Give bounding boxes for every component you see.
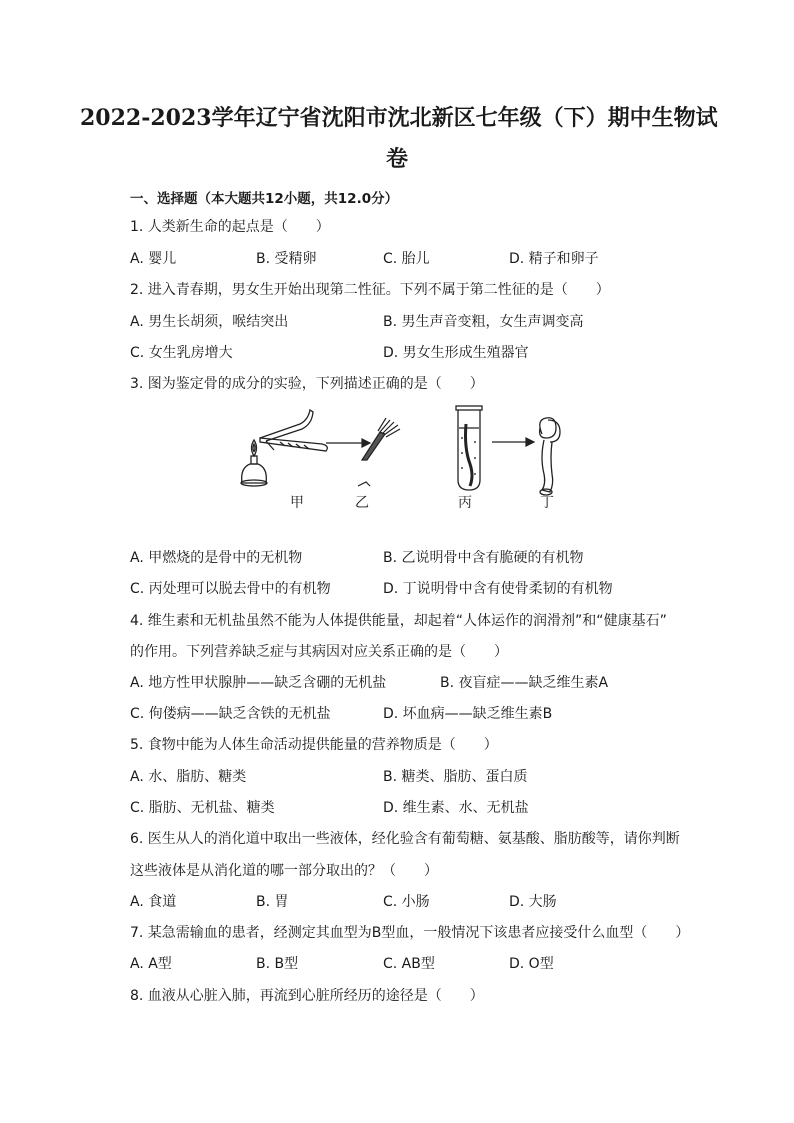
question-8-stem: 8. 血液从心脏入肺，再流到心脏所经历的途径是（ ） — [130, 988, 484, 1004]
q4-option-d: D. 坏血病——缺乏维生素B — [383, 706, 553, 722]
question-3-stem: 3. 图为鉴定骨的成分的实验，下列描述正确的是（ ） — [130, 376, 484, 392]
q2-option-c: C. 女生乳房增大 — [130, 345, 233, 361]
q6-option-b: B. 胃 — [256, 894, 289, 910]
question-5-stem: 5. 食物中能为人体生命活动提供能量的营养物质是（ ） — [130, 737, 498, 753]
q5-option-d: D. 维生素、水、无机盐 — [383, 800, 529, 816]
q1-option-c: C. 胎儿 — [383, 251, 430, 267]
burned-bone — [358, 418, 400, 486]
bone-experiment-figure — [230, 398, 590, 516]
arrow-1 — [326, 439, 370, 447]
q3-option-b: B. 乙说明骨中含有脆硬的有机物 — [383, 550, 584, 566]
q6-option-a: A. 食道 — [130, 894, 177, 910]
q6-option-d: D. 大肠 — [509, 894, 557, 910]
q7-option-a: A. A型 — [130, 956, 172, 972]
q5-option-a: A. 水、脂肪、糖类 — [130, 769, 247, 785]
q4-option-a: A. 地方性甲状腺肿——缺乏含硼的无机盐 — [130, 675, 387, 691]
q3-option-c: C. 丙处理可以脱去骨中的有机物 — [130, 581, 331, 597]
q7-option-b: B. B型 — [256, 956, 299, 972]
question-1-stem: 1. 人类新生命的起点是（ ） — [130, 219, 330, 235]
title-line-2: 卷 — [385, 146, 408, 172]
q6-option-c: C. 小肠 — [383, 894, 430, 910]
question-2-stem: 2. 进入青春期，男女生开始出现第二性征。下列不属于第二性征的是（ ） — [130, 282, 610, 298]
q3-option-d: D. 丁说明骨中含有使骨柔韧的有机物 — [383, 581, 613, 597]
q5-option-b: B. 糖类、脂肪、蛋白质 — [383, 769, 528, 785]
test-tube-with-bone — [456, 406, 482, 490]
question-4-stem-line-1: 4. 维生素和无机盐虽然不能为人体提供能量，却起着“人体运作的润滑剂”和“健康基石” — [130, 613, 667, 629]
question-7-stem: 7. 某急需输血的患者，经测定其血型为B型血，一般情况下该患者应接受什么血型（ ） — [130, 925, 690, 941]
q7-option-c: C. AB型 — [383, 956, 435, 972]
q1-option-a: A. 婴儿 — [130, 251, 177, 267]
knotted-bone — [540, 418, 560, 495]
figure-label-yi: 乙 — [355, 495, 369, 511]
q3-option-a: A. 甲燃烧的是骨中的无机物 — [130, 550, 303, 566]
figure-label-jia: 甲 — [290, 495, 304, 511]
q1-option-d: D. 精子和卵子 — [509, 251, 599, 267]
figure-label-bing: 丙 — [458, 495, 472, 511]
q2-option-a: A. 男生长胡须，喉结突出 — [130, 314, 289, 330]
title-line-1: 2022-2023学年辽宁省沈阳市沈北新区七年级（下）期中生物试 — [80, 105, 718, 131]
q4-option-b: B. 夜盲症——缺乏维生素A — [440, 675, 609, 691]
q5-option-c: C. 脂肪、无机盐、糖类 — [130, 800, 275, 816]
question-4-stem-line-2: 的作用。下列营养缺乏症与其病因对应关系正确的是（ ） — [130, 644, 508, 660]
section-heading: 一、选择题（本大题共12小题，共12.0分） — [130, 191, 399, 207]
question-6-stem-line-1: 6. 医生从人的消化道中取出一些液体，经化验含有葡萄糖、氨基酸、脂肪酸等，请你判断 — [130, 831, 680, 847]
arrow-2 — [492, 438, 534, 446]
q1-option-b: B. 受精卵 — [256, 251, 317, 267]
bone-experiment-illustration — [230, 398, 590, 516]
q2-option-d: D. 男女生形成生殖器官 — [383, 345, 529, 361]
q4-option-c: C. 佝偻病——缺乏含铁的无机盐 — [130, 706, 331, 722]
question-6-stem-line-2: 这些液体是从消化道的哪一部分取出的？（ ） — [130, 863, 438, 879]
q7-option-d: D. O型 — [509, 956, 554, 972]
q2-option-b: B. 男生声音变粗，女生声调变高 — [383, 314, 584, 330]
alcohol-lamp-with-bone — [241, 410, 327, 486]
figure-label-ding: 丁 — [540, 495, 554, 511]
